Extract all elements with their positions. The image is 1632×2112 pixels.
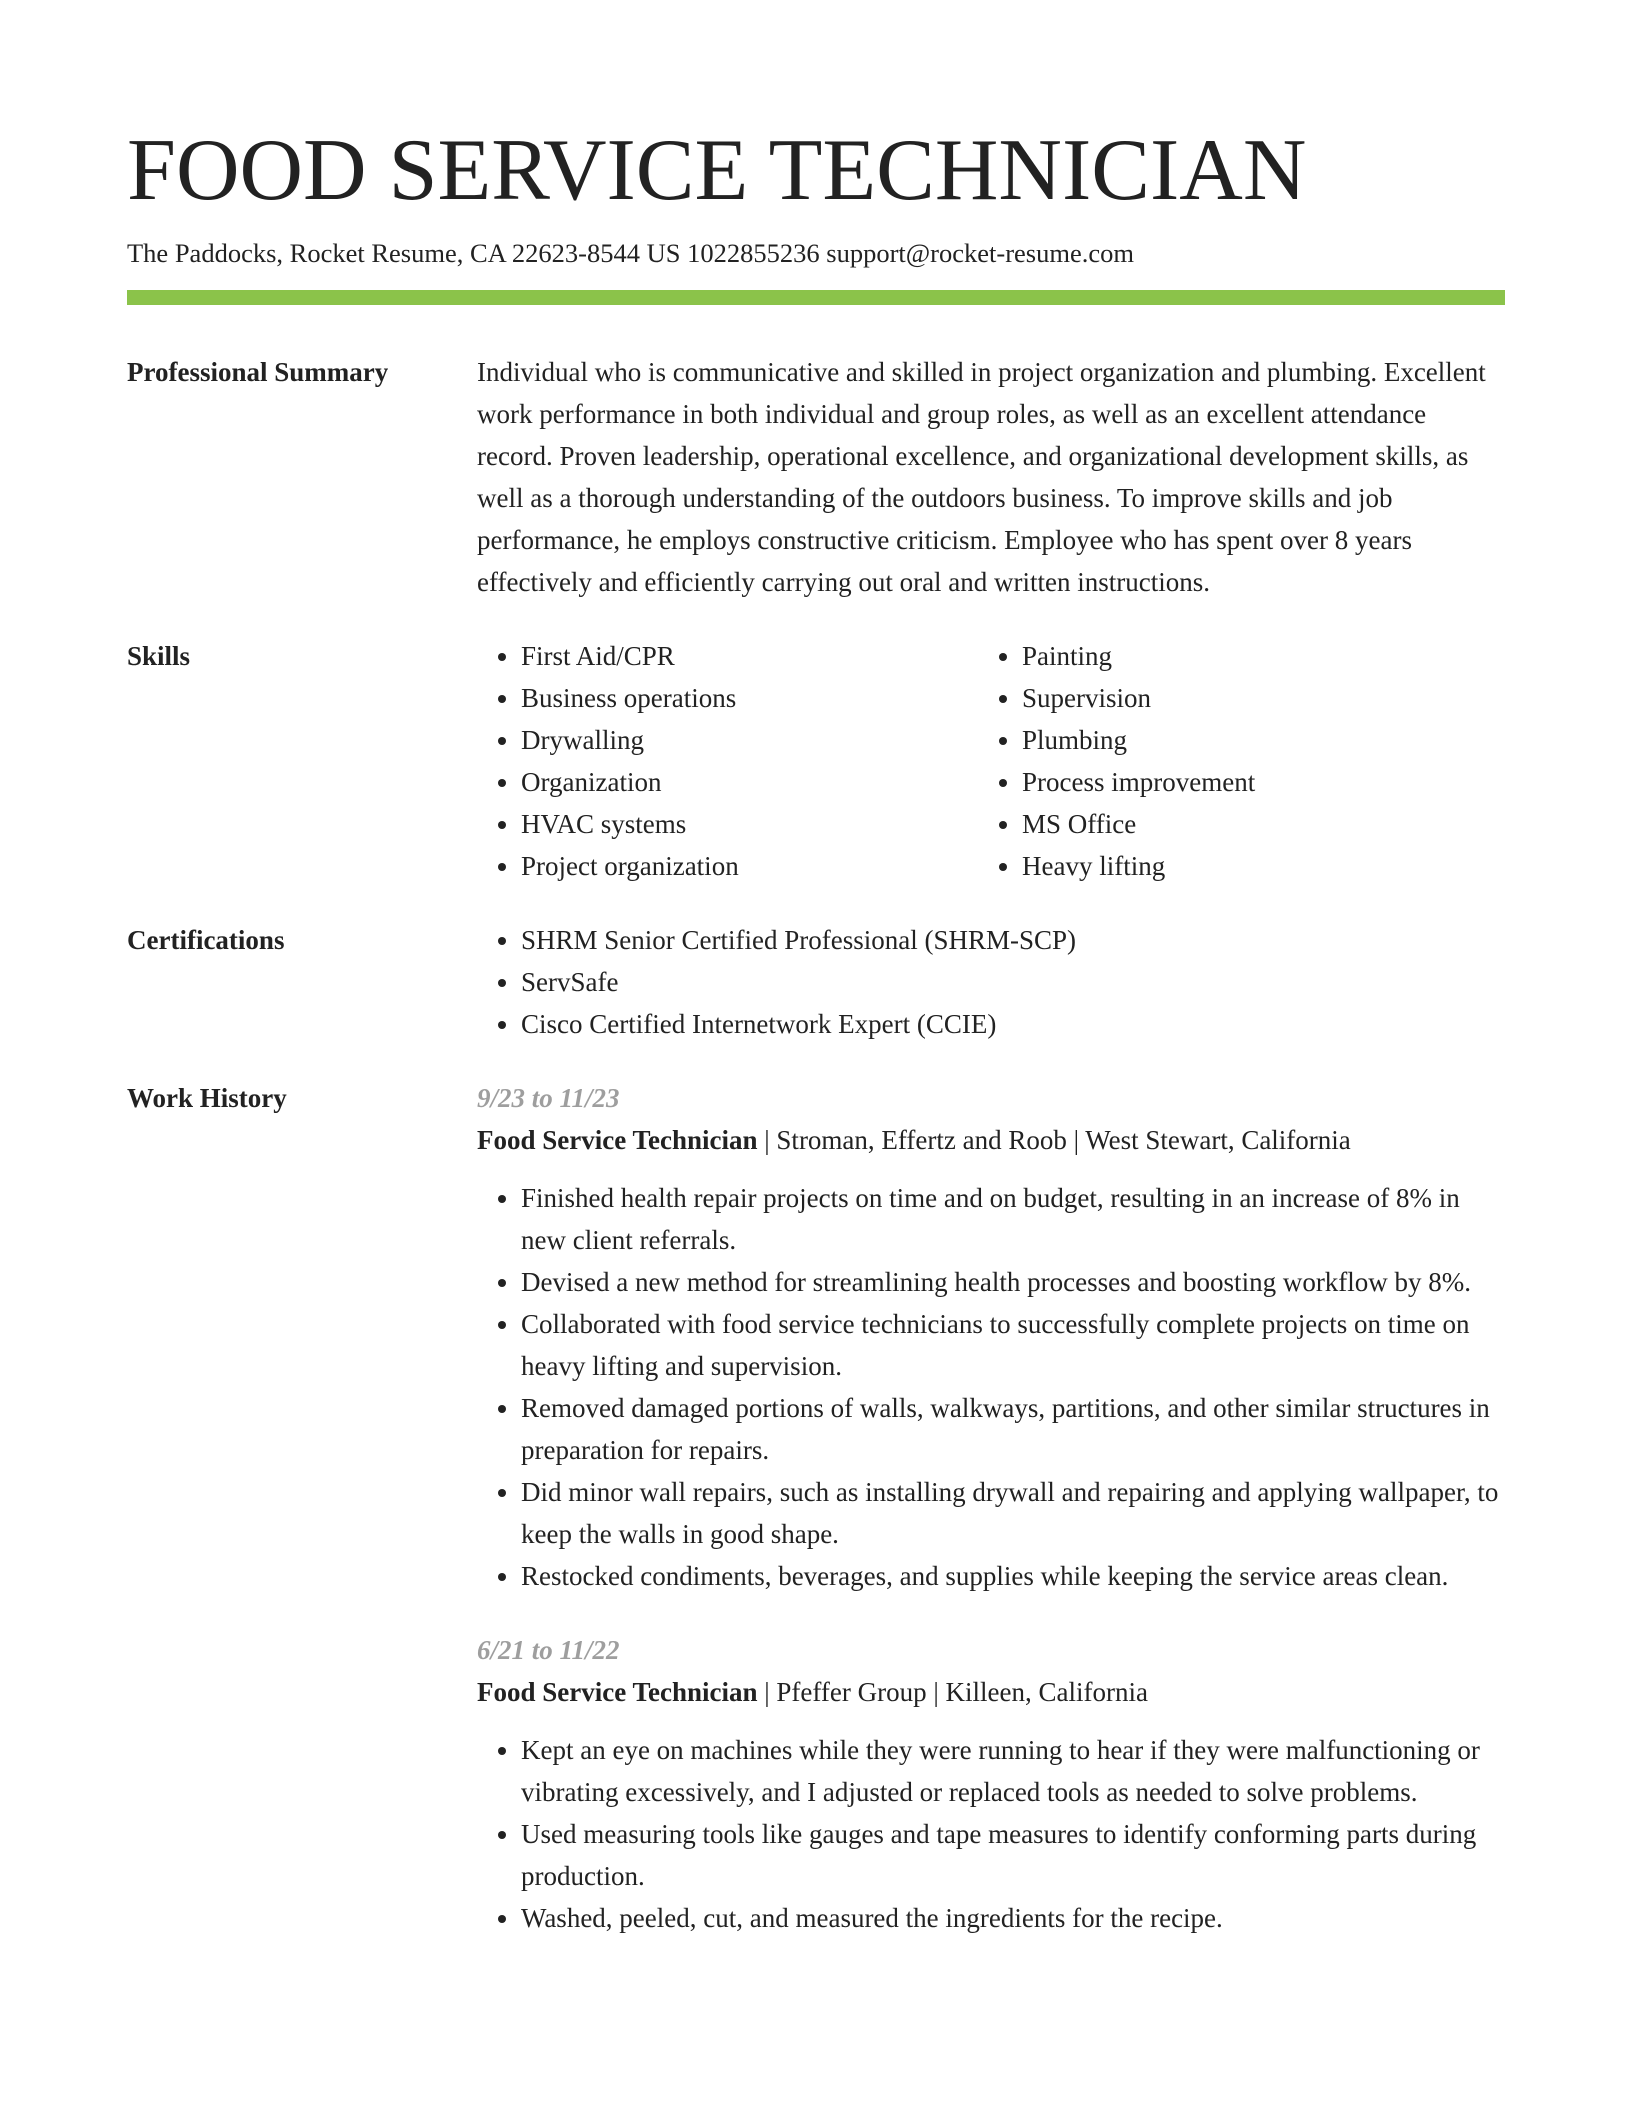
job-entry [477, 1629, 1505, 1939]
candidate-title: FOOD SERVICE TECHNICIAN [127, 122, 1307, 219]
job-bullets [477, 1177, 1505, 1597]
professional-summary-section [127, 351, 1505, 603]
list-item: • Cisco Certified Internetwork Expert (CCIE) [521, 1003, 1505, 1045]
job-details: | Stroman, Effertz and Roob | West Stewart, California [757, 1125, 1351, 1155]
job-dates: 6/21 to 11/22 [477, 1635, 620, 1665]
contact-line: The Paddocks, Rocket Resume, CA 22623-8544 US 1022855236 support@rocket-resume.com [127, 238, 1134, 268]
list-item: • SHRM Senior Certified Professional (SHRM-SCP) [521, 919, 1505, 961]
list-item: • Business operations [521, 677, 978, 719]
skills-list-left [477, 635, 978, 887]
certifications-section [127, 919, 1505, 1045]
job-entry [477, 1077, 1505, 1597]
list-item: • Finished health repair projects on time and on budget, resulting in an increase of 8% in new client referrals. [521, 1177, 1505, 1261]
list-item: • Did minor wall repairs, such as installing drywall and repairing and applying wallpaper, to keep the walls in good shape. [521, 1471, 1505, 1555]
list-item: • Drywalling [521, 719, 978, 761]
list-item: • Supervision [1022, 677, 1479, 719]
accent-divider [127, 290, 1505, 305]
section-label: Skills [127, 641, 191, 671]
section-label: Certifications [127, 925, 285, 955]
list-item: • Heavy lifting [1022, 845, 1479, 887]
work-history-section [127, 1077, 1505, 1939]
list-item: • First Aid/CPR [521, 635, 978, 677]
list-item: • MS Office [1022, 803, 1479, 845]
list-item: • Project organization [521, 845, 978, 887]
skills-columns [477, 635, 1505, 887]
job-title: Food Service Technician [477, 1125, 758, 1155]
job-details: | Pfeffer Group | Killeen, California [757, 1677, 1148, 1707]
list-item: • ServSafe [521, 961, 1505, 1003]
job-role-line [477, 1119, 1505, 1161]
list-item: • Removed damaged portions of walls, walkways, partitions, and other similar structures in preparation for repairs. [521, 1387, 1505, 1471]
list-item: • Restocked condiments, beverages, and supplies while keeping the service areas clean. [521, 1555, 1505, 1597]
list-item: • Used measuring tools like gauges and tape measures to identify conforming parts during production. [521, 1813, 1505, 1897]
summary-text: Individual who is communicative and skilled in project organization and plumbing. Excellent work performance in both individual and group roles, as well as an excellent attendance record. Proven leadership, operational excellence, and organizational development skills, as well as a thorough understanding of the outdoors business. To improve skills and job performance, he employs constructive criticism. Employee who has spent over 8 years effectively and efficiently carrying out oral and written instructions. [477, 357, 1486, 597]
list-item: • Process improvement [1022, 761, 1479, 803]
list-item: • Devised a new method for streamlining health processes and boosting workflow by 8%. [521, 1261, 1505, 1303]
list-item: • Collaborated with food service technicians to successfully complete projects on time on heavy lifting and supervision. [521, 1303, 1505, 1387]
section-label: Professional Summary [127, 357, 389, 387]
skills-section [127, 635, 1505, 887]
list-item: • Organization [521, 761, 978, 803]
job-role-line [477, 1671, 1505, 1713]
certifications-list [477, 919, 1505, 1045]
job-bullets [477, 1729, 1505, 1939]
list-item: • HVAC systems [521, 803, 978, 845]
list-item: • Painting [1022, 635, 1479, 677]
section-label: Work History [127, 1083, 287, 1113]
skills-list-right [978, 635, 1479, 887]
list-item: • Washed, peeled, cut, and measured the ingredients for the recipe. [521, 1897, 1505, 1939]
job-title: Food Service Technician [477, 1677, 758, 1707]
list-item: • Kept an eye on machines while they were running to hear if they were malfunctioning or vibrating excessively, and I adjusted or replaced tools as needed to solve problems. [521, 1729, 1505, 1813]
job-dates: 9/23 to 11/23 [477, 1083, 620, 1113]
list-item: • Plumbing [1022, 719, 1479, 761]
